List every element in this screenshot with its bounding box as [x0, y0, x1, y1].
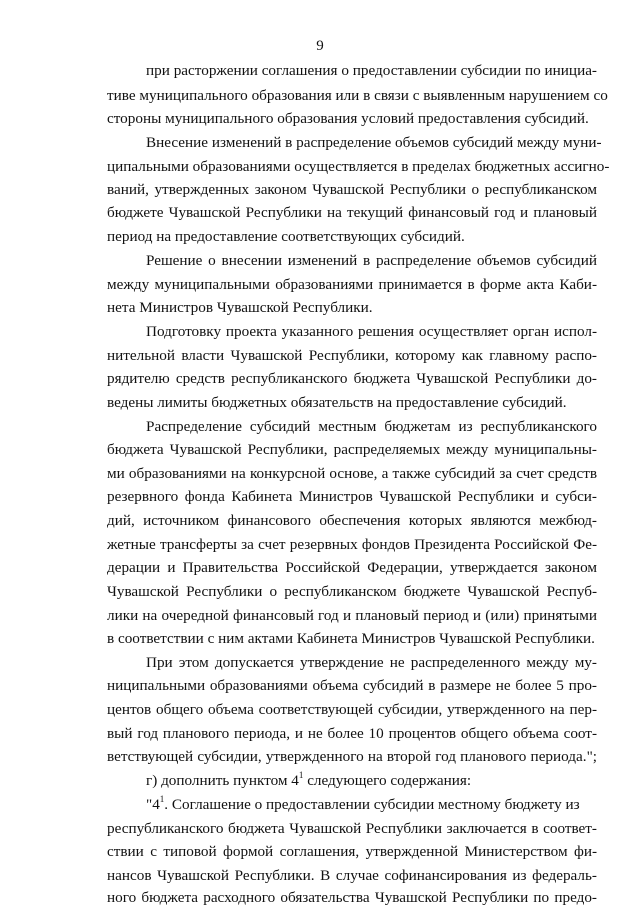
text-line: ваний, утвержденных законом Чувашской Республики о республиканском	[107, 181, 597, 198]
text-fragment: следующего содержания:	[303, 772, 472, 789]
text-line: период на предоставление соответствующих субсидий.	[107, 228, 465, 245]
text-fragment: г) дополнить пунктом 4	[146, 772, 299, 789]
text-line: тиве муниципального образования или в связи с выявленным нарушением со	[107, 87, 608, 104]
text-line: нительной власти Чувашской Республики, которому как главному распо-	[107, 347, 597, 364]
text-fragment: . Соглашение о предоставлении субсидии местному бюджету из	[164, 796, 580, 813]
text-line: центов общего объема соответствующей субсидии, утвержденного на пер-	[107, 701, 597, 718]
text-line: Подготовку проекта указанного решения осуществляет орган испол-	[146, 323, 597, 340]
text-line: дий, источником финансового обеспечения которых являются межбюд-	[107, 512, 597, 529]
text-line: в соответствии с ним актами Кабинета Министров Чувашской Республики.	[107, 630, 595, 647]
text-line: ми образованиями на конкурсной основе, а также субсидий за счет средств	[107, 465, 597, 482]
text-line: ного бюджета расходного обязательства Чувашской Республики по предо-	[107, 889, 597, 906]
page-number: 9	[316, 38, 324, 54]
text-line: ветствующей субсидии, утвержденного на второй год планового периода.";	[107, 748, 597, 765]
text-line: республиканского бюджета Чувашской Республики заключается в соответ-	[107, 820, 597, 837]
superscript: 1	[159, 793, 165, 804]
text-line: ципальными образованиями осуществляется в пределах бюджетных ассигно-	[107, 158, 610, 175]
text-line: при расторжении соглашения о предоставлении субсидии по инициа-	[146, 62, 597, 79]
text-line: дерации и Правительства Российской Федерации, утверждается законом	[107, 559, 597, 576]
text-line: вый год планового периода, и не более 10 процентов общего объема соот-	[107, 725, 597, 742]
text-line	[146, 793, 597, 817]
text-line: между муниципальными образованиями принимается в форме акта Каби-	[107, 276, 597, 293]
text-line: Чувашской Республики о республиканском бюджете Чувашской Респуб-	[107, 583, 597, 600]
text-fragment: "4	[146, 796, 160, 813]
text-line: ствии с типовой формой соглашения, утвержденной Министерством фи-	[107, 843, 597, 860]
text-line: Внесение изменений в распределение объемов субсидий между муни-	[146, 134, 602, 151]
text-line: нета Министров Чувашской Республики.	[107, 299, 373, 316]
text-line: бюджете Чувашской Республики на текущий финансовый год и плановый	[107, 204, 597, 221]
text-line: рядителю средств республиканского бюджета Чувашской Республики до-	[107, 370, 597, 387]
text-line: ниципальными образованиями объема субсидий в размере не более 5 про-	[107, 677, 597, 694]
text-line: Распределение субсидий местным бюджетам из республиканского	[146, 418, 597, 435]
text-line: При этом допускается утверждение не распределенного между му-	[146, 654, 597, 671]
text-line	[146, 769, 597, 793]
text-line: ведены лимиты бюджетных обязательств на предоставление субсидий.	[107, 394, 567, 411]
text-line: жетные трансферты за счет резервных фондов Президента Российской Фе-	[107, 536, 597, 553]
text-line: стороны муниципального образования условий предоставления субсидий.	[107, 110, 589, 127]
text-line: бюджета Чувашской Республики, распределяемых между муниципальны-	[107, 441, 597, 458]
text-line: нансов Чувашской Республики. В случае софинансирования из федераль-	[107, 867, 597, 884]
text-line: лики на очередной финансовый год и плановый период и (или) принятыми	[107, 607, 597, 624]
text-line: Решение о внесении изменений в распределение объемов субсидий	[146, 252, 597, 269]
text-line: резервного фонда Кабинета Министров Чувашской Республики и субси-	[107, 488, 597, 505]
superscript: 1	[298, 769, 304, 780]
